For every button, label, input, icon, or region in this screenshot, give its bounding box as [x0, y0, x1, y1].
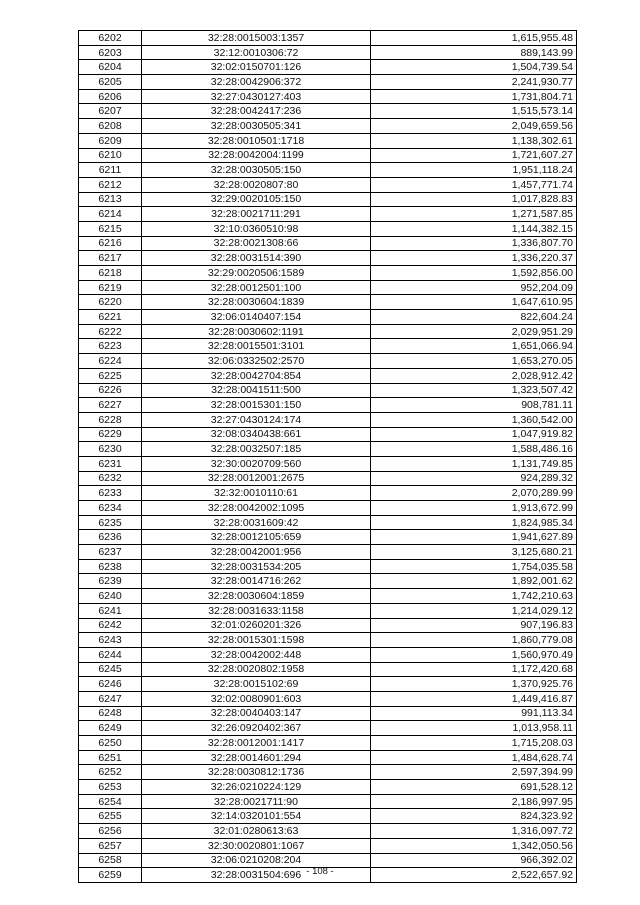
amount-cell: 691,528.12 — [371, 780, 577, 795]
amount-cell: 991,113.34 — [371, 706, 577, 721]
row-number-cell: 6254 — [79, 794, 142, 809]
amount-cell: 1,138,302.61 — [371, 133, 577, 148]
cadastral-number-cell: 32:28:0042004:1199 — [142, 148, 371, 163]
row-number-cell: 6243 — [79, 633, 142, 648]
table-row — [79, 45, 577, 60]
amount-cell: 2,028,912.42 — [371, 368, 577, 383]
table-row — [79, 456, 577, 471]
amount-cell: 1,457,771.74 — [371, 177, 577, 192]
amount-cell: 889,143.99 — [371, 45, 577, 60]
row-number-cell: 6224 — [79, 354, 142, 369]
table-row — [79, 515, 577, 530]
table-row — [79, 280, 577, 295]
table-row — [79, 501, 577, 516]
row-number-cell: 6214 — [79, 207, 142, 222]
row-number-cell: 6253 — [79, 780, 142, 795]
amount-cell: 1,892,001.62 — [371, 574, 577, 589]
row-number-cell: 6223 — [79, 339, 142, 354]
table-row — [79, 295, 577, 310]
row-number-cell: 6217 — [79, 251, 142, 266]
cadastral-number-cell: 32:28:0030602:1191 — [142, 324, 371, 339]
row-number-cell: 6247 — [79, 691, 142, 706]
table-row — [79, 647, 577, 662]
row-number-cell: 6238 — [79, 559, 142, 574]
amount-cell: 1,271,587.85 — [371, 207, 577, 222]
row-number-cell: 6221 — [79, 310, 142, 325]
amount-cell: 1,323,507.42 — [371, 383, 577, 398]
row-number-cell: 6241 — [79, 603, 142, 618]
amount-cell: 1,047,919.82 — [371, 427, 577, 442]
table-row — [79, 574, 577, 589]
table-row — [79, 545, 577, 560]
row-number-cell: 6237 — [79, 545, 142, 560]
table-row — [79, 398, 577, 413]
cadastral-number-cell: 32:26:0210224:129 — [142, 780, 371, 795]
amount-cell: 3,125,680.21 — [371, 545, 577, 560]
table-row — [79, 736, 577, 751]
cadastral-number-cell: 32:28:0040403:147 — [142, 706, 371, 721]
amount-cell: 1,715,208.03 — [371, 736, 577, 751]
amount-cell: 1,913,672.99 — [371, 501, 577, 516]
cadastral-number-cell: 32:30:0020709:560 — [142, 456, 371, 471]
table-row — [79, 721, 577, 736]
amount-cell: 2,049,659.56 — [371, 119, 577, 134]
table-row — [79, 324, 577, 339]
amount-cell: 1,172,420.68 — [371, 662, 577, 677]
cadastral-number-cell: 32:28:0020807:80 — [142, 177, 371, 192]
table-row — [79, 618, 577, 633]
cadastral-number-cell: 32:28:0015501:3101 — [142, 339, 371, 354]
amount-cell: 2,186,997.95 — [371, 794, 577, 809]
amount-cell: 1,860,779.08 — [371, 633, 577, 648]
cadastral-number-cell: 32:28:0031504:696 — [142, 868, 371, 883]
cadastral-number-cell: 32:32:0010110:61 — [142, 486, 371, 501]
table-row — [79, 310, 577, 325]
row-number-cell: 6211 — [79, 163, 142, 178]
cadastral-number-cell: 32:28:0031534:205 — [142, 559, 371, 574]
amount-cell: 1,360,542.00 — [371, 412, 577, 427]
cadastral-number-cell: 32:28:0030505:150 — [142, 163, 371, 178]
cadastral-number-cell: 32:28:0032507:185 — [142, 442, 371, 457]
amount-cell: 1,588,486.16 — [371, 442, 577, 457]
cadastral-number-cell: 32:28:0021711:291 — [142, 207, 371, 222]
row-number-cell: 6255 — [79, 809, 142, 824]
row-number-cell: 6220 — [79, 295, 142, 310]
cadastral-number-cell: 32:28:0030604:1839 — [142, 295, 371, 310]
amount-cell: 1,615,955.48 — [371, 31, 577, 46]
table-row — [79, 163, 577, 178]
table-row — [79, 706, 577, 721]
amount-cell: 1,721,607.27 — [371, 148, 577, 163]
table-row — [79, 412, 577, 427]
cadastral-number-cell: 32:28:0020802:1958 — [142, 662, 371, 677]
row-number-cell: 6246 — [79, 677, 142, 692]
amount-cell: 1,336,220.37 — [371, 251, 577, 266]
table-row — [79, 89, 577, 104]
amount-cell: 1,653,270.05 — [371, 354, 577, 369]
amount-cell: 1,131,749.85 — [371, 456, 577, 471]
row-number-cell: 6244 — [79, 647, 142, 662]
table-row — [79, 354, 577, 369]
row-number-cell: 6225 — [79, 368, 142, 383]
cadastral-number-cell: 32:28:0042906:372 — [142, 75, 371, 90]
row-number-cell: 6236 — [79, 530, 142, 545]
row-number-cell: 6230 — [79, 442, 142, 457]
row-number-cell: 6205 — [79, 75, 142, 90]
amount-cell: 1,742,210.63 — [371, 589, 577, 604]
row-number-cell: 6212 — [79, 177, 142, 192]
amount-cell: 1,017,828.83 — [371, 192, 577, 207]
cadastral-number-cell: 32:29:0020105:150 — [142, 192, 371, 207]
cadastral-number-cell: 32:28:0030604:1859 — [142, 589, 371, 604]
table-row — [79, 221, 577, 236]
cadastral-number-cell: 32:28:0030505:341 — [142, 119, 371, 134]
amount-cell: 952,204.09 — [371, 280, 577, 295]
row-number-cell: 6206 — [79, 89, 142, 104]
amount-cell: 1,214,029.12 — [371, 603, 577, 618]
table-row — [79, 442, 577, 457]
cadastral-number-cell: 32:27:0430124:174 — [142, 412, 371, 427]
cadastral-number-cell: 32:28:0012105:659 — [142, 530, 371, 545]
row-number-cell: 6207 — [79, 104, 142, 119]
row-number-cell: 6239 — [79, 574, 142, 589]
cadastral-number-cell: 32:28:0015301:1598 — [142, 633, 371, 648]
cadastral-number-cell: 32:06:0140407:154 — [142, 310, 371, 325]
table-row — [79, 750, 577, 765]
row-number-cell: 6208 — [79, 119, 142, 134]
table-row — [79, 148, 577, 163]
row-number-cell: 6259 — [79, 868, 142, 883]
table-row — [79, 838, 577, 853]
table-row — [79, 427, 577, 442]
amount-cell: 907,196.83 — [371, 618, 577, 633]
amount-cell: 924,289.32 — [371, 471, 577, 486]
amount-cell: 1,560,970.49 — [371, 647, 577, 662]
cadastral-number-cell: 32:28:0042417:236 — [142, 104, 371, 119]
amount-cell: 2,241,930.77 — [371, 75, 577, 90]
data-table — [78, 30, 577, 883]
amount-cell: 822,604.24 — [371, 310, 577, 325]
row-number-cell: 6203 — [79, 45, 142, 60]
table-row — [79, 765, 577, 780]
cadastral-number-cell: 32:28:0010501:1718 — [142, 133, 371, 148]
row-number-cell: 6251 — [79, 750, 142, 765]
table-row — [79, 603, 577, 618]
row-number-cell: 6234 — [79, 501, 142, 516]
table-body — [79, 31, 577, 883]
amount-cell: 1,951,118.24 — [371, 163, 577, 178]
amount-cell: 1,504,739.54 — [371, 60, 577, 75]
cadastral-number-cell: 32:29:0020506:1589 — [142, 266, 371, 281]
cadastral-number-cell: 32:28:0031514:390 — [142, 251, 371, 266]
table-row — [79, 677, 577, 692]
cadastral-number-cell: 32:28:0012001:2675 — [142, 471, 371, 486]
table-row — [79, 133, 577, 148]
cadastral-number-cell: 32:28:0015301:150 — [142, 398, 371, 413]
amount-cell: 1,316,097.72 — [371, 824, 577, 839]
amount-cell: 1,754,035.58 — [371, 559, 577, 574]
amount-cell: 1,449,416.87 — [371, 691, 577, 706]
cadastral-number-cell: 32:28:0021711:90 — [142, 794, 371, 809]
row-number-cell: 6258 — [79, 853, 142, 868]
amount-cell: 1,647,610.95 — [371, 295, 577, 310]
cadastral-number-cell: 32:06:0332502:2570 — [142, 354, 371, 369]
row-number-cell: 6233 — [79, 486, 142, 501]
row-number-cell: 6235 — [79, 515, 142, 530]
row-number-cell: 6213 — [79, 192, 142, 207]
table-row — [79, 177, 577, 192]
amount-cell: 2,597,394.99 — [371, 765, 577, 780]
table-row — [79, 207, 577, 222]
table-row — [79, 530, 577, 545]
table-row — [79, 104, 577, 119]
amount-cell: 1,824,985.34 — [371, 515, 577, 530]
cadastral-number-cell: 32:27:0430127:403 — [142, 89, 371, 104]
cadastral-number-cell: 32:30:0020801:1067 — [142, 838, 371, 853]
table-row — [79, 75, 577, 90]
amount-cell: 1,592,856.00 — [371, 266, 577, 281]
amount-cell: 1,336,807.70 — [371, 236, 577, 251]
cadastral-number-cell: 32:02:0080901:603 — [142, 691, 371, 706]
cadastral-number-cell: 32:01:0260201:326 — [142, 618, 371, 633]
table-row — [79, 339, 577, 354]
row-number-cell: 6202 — [79, 31, 142, 46]
page-number: - 108 - — [306, 866, 334, 877]
cadastral-number-cell: 32:28:0015102:69 — [142, 677, 371, 692]
cadastral-number-cell: 32:28:0014716:262 — [142, 574, 371, 589]
cadastral-number-cell: 32:01:0280613:63 — [142, 824, 371, 839]
amount-cell: 1,651,066.94 — [371, 339, 577, 354]
cadastral-number-cell: 32:02:0150701:126 — [142, 60, 371, 75]
row-number-cell: 6245 — [79, 662, 142, 677]
cadastral-number-cell: 32:28:0042704:854 — [142, 368, 371, 383]
amount-cell: 1,731,804.71 — [371, 89, 577, 104]
table-row — [79, 780, 577, 795]
table-row — [79, 794, 577, 809]
row-number-cell: 6228 — [79, 412, 142, 427]
table-row — [79, 251, 577, 266]
row-number-cell: 6257 — [79, 838, 142, 853]
amount-cell: 2,029,951.29 — [371, 324, 577, 339]
row-number-cell: 6231 — [79, 456, 142, 471]
table-row — [79, 633, 577, 648]
amount-cell: 2,070,289.99 — [371, 486, 577, 501]
cadastral-number-cell: 32:14:0320101:554 — [142, 809, 371, 824]
cadastral-number-cell: 32:28:0014601:294 — [142, 750, 371, 765]
row-number-cell: 6240 — [79, 589, 142, 604]
cadastral-number-cell: 32:06:0210208:204 — [142, 853, 371, 868]
row-number-cell: 6219 — [79, 280, 142, 295]
amount-cell: 1,941,627.89 — [371, 530, 577, 545]
table-row — [79, 691, 577, 706]
table-row — [79, 809, 577, 824]
cadastral-number-cell: 32:12:0010306:72 — [142, 45, 371, 60]
table-row — [79, 589, 577, 604]
row-number-cell: 6222 — [79, 324, 142, 339]
cadastral-number-cell: 32:28:0021308:66 — [142, 236, 371, 251]
row-number-cell: 6242 — [79, 618, 142, 633]
amount-cell: 1,484,628.74 — [371, 750, 577, 765]
row-number-cell: 6209 — [79, 133, 142, 148]
table-row — [79, 266, 577, 281]
cadastral-number-cell: 32:10:0360510:98 — [142, 221, 371, 236]
row-number-cell: 6256 — [79, 824, 142, 839]
cadastral-number-cell: 32:28:0042001:956 — [142, 545, 371, 560]
cadastral-number-cell: 32:28:0012001:1417 — [142, 736, 371, 751]
amount-cell: 1,515,573.14 — [371, 104, 577, 119]
table-row — [79, 471, 577, 486]
table-row — [79, 31, 577, 46]
cadastral-number-cell: 32:28:0030812:1736 — [142, 765, 371, 780]
cadastral-number-cell: 32:26:0920402:367 — [142, 721, 371, 736]
row-number-cell: 6215 — [79, 221, 142, 236]
table-row — [79, 119, 577, 134]
row-number-cell: 6248 — [79, 706, 142, 721]
row-number-cell: 6252 — [79, 765, 142, 780]
row-number-cell: 6226 — [79, 383, 142, 398]
row-number-cell: 6227 — [79, 398, 142, 413]
cadastral-number-cell: 32:28:0042002:448 — [142, 647, 371, 662]
amount-cell: 966,392.02 — [371, 853, 577, 868]
cadastral-number-cell: 32:28:0031633:1158 — [142, 603, 371, 618]
row-number-cell: 6250 — [79, 736, 142, 751]
cadastral-number-cell: 32:28:0012501:100 — [142, 280, 371, 295]
table-row — [79, 383, 577, 398]
row-number-cell: 6210 — [79, 148, 142, 163]
row-number-cell: 6249 — [79, 721, 142, 736]
table-row — [79, 824, 577, 839]
amount-cell: 1,342,050.56 — [371, 838, 577, 853]
row-number-cell: 6229 — [79, 427, 142, 442]
table-row — [79, 236, 577, 251]
amount-cell: 908,781.11 — [371, 398, 577, 413]
row-number-cell: 6232 — [79, 471, 142, 486]
row-number-cell: 6204 — [79, 60, 142, 75]
row-number-cell: 6216 — [79, 236, 142, 251]
amount-cell: 1,144,382.15 — [371, 221, 577, 236]
amount-cell: 1,013,958.11 — [371, 721, 577, 736]
cadastral-number-cell: 32:28:0015003:1357 — [142, 31, 371, 46]
cadastral-number-cell: 32:28:0041511:500 — [142, 383, 371, 398]
table-row — [79, 60, 577, 75]
cadastral-number-cell: 32:28:0031609:42 — [142, 515, 371, 530]
table-row — [79, 559, 577, 574]
amount-cell: 2,522,657.92 — [371, 868, 577, 883]
cadastral-number-cell: 32:08:0340438:661 — [142, 427, 371, 442]
cadastral-number-cell: 32:28:0042002:1095 — [142, 501, 371, 516]
amount-cell: 1,370,925.76 — [371, 677, 577, 692]
row-number-cell: 6218 — [79, 266, 142, 281]
table-row — [79, 192, 577, 207]
table-row — [79, 486, 577, 501]
table-row — [79, 662, 577, 677]
table-row — [79, 368, 577, 383]
amount-cell: 824,323.92 — [371, 809, 577, 824]
